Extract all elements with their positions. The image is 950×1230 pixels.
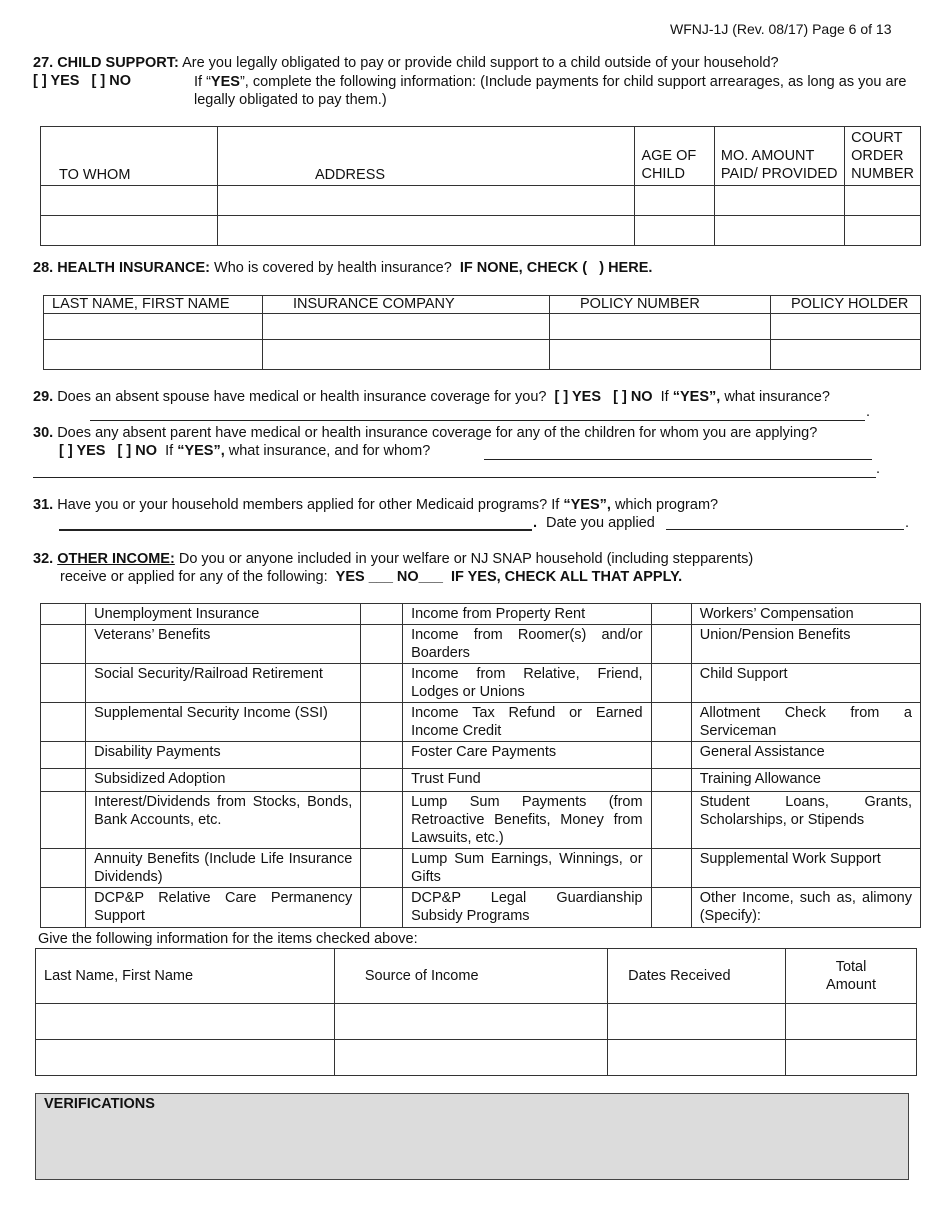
income-type-label: Trust Fund	[403, 769, 652, 792]
input-cell[interactable]	[217, 186, 635, 216]
q29-yes-no[interactable]: [ ] YES [ ] NO	[554, 389, 653, 405]
col-policy-holder: POLICY HOLDER	[771, 296, 921, 314]
income-checkbox[interactable]	[651, 604, 691, 625]
q27-text: Are you legally obligated to pay or provide child support to a child outside of your household?	[182, 55, 779, 71]
income-checkbox[interactable]	[651, 703, 691, 742]
income-type-label: Veterans’ Benefits	[86, 625, 361, 664]
other-income-table	[40, 603, 921, 928]
q32-line2: receive or applied for any of the following: YES ___ NO___ IF YES, CHECK ALL THAT APPLY.	[60, 569, 683, 585]
income-row	[41, 769, 921, 792]
input-cell[interactable]	[36, 1040, 335, 1076]
income-type-label: Allotment Check from a Serviceman	[691, 703, 920, 742]
income-type-label: Lump Sum Payments (from Retroactive Benefits, Money from Lawsuits, etc.)	[403, 792, 652, 849]
income-type-label: Income from Property Rent	[403, 604, 652, 625]
income-checkbox[interactable]	[361, 849, 403, 888]
income-row	[41, 792, 921, 849]
input-cell[interactable]	[608, 1040, 786, 1076]
input-cell[interactable]	[845, 216, 921, 246]
col-dates-received: Dates Received	[608, 949, 786, 1004]
income-type-label: Workers’ Compensation	[691, 604, 920, 625]
income-checkbox[interactable]	[41, 792, 86, 849]
income-row	[41, 664, 921, 703]
input-cell[interactable]	[44, 340, 263, 370]
col-address: ADDRESS	[217, 127, 635, 186]
q29-answer-line[interactable]	[90, 420, 865, 421]
q30-yes-no[interactable]: [ ] YES [ ] NO	[59, 443, 158, 459]
col-total-amount: Total Amount	[786, 949, 917, 1004]
income-checkbox[interactable]	[41, 604, 86, 625]
input-cell[interactable]	[786, 1004, 917, 1040]
input-cell[interactable]	[771, 340, 921, 370]
q32-question: 32. OTHER INCOME: Do you or anyone included in your welfare or NJ SNAP household (including stepparents)	[33, 551, 754, 567]
input-cell[interactable]	[217, 216, 635, 246]
income-checkbox[interactable]	[651, 742, 691, 769]
input-cell[interactable]	[334, 1004, 607, 1040]
income-checkbox[interactable]	[41, 849, 86, 888]
income-checkbox[interactable]	[361, 625, 403, 664]
col-last-first-name: Last Name, First Name	[36, 949, 335, 1004]
input-cell[interactable]	[550, 340, 771, 370]
income-checkbox[interactable]	[361, 888, 403, 928]
income-checkbox[interactable]	[41, 742, 86, 769]
income-type-label: Child Support	[691, 664, 920, 703]
col-last-first-name: LAST NAME, FIRST NAME	[44, 296, 263, 314]
col-court-order-number: COURT ORDER NUMBER	[845, 127, 921, 186]
health-insurance-table	[43, 295, 921, 370]
q29-question: 29. Does an absent spouse have medical or health insurance coverage for you? [ ] YES [ ] NO If “YES”, what insurance?	[33, 389, 830, 405]
input-cell[interactable]	[41, 186, 218, 216]
income-type-label: Income Tax Refund or Earned Income Credit	[403, 703, 652, 742]
q31-date-label: Date you applied	[546, 515, 655, 531]
q31-question: 31. Have you or your household members applied for other Medicaid programs? If “YES”, which program?	[33, 497, 719, 513]
table-row	[36, 1040, 917, 1076]
table-row	[44, 340, 921, 370]
input-cell[interactable]	[635, 216, 714, 246]
q32-yes-no[interactable]: YES ___ NO___	[335, 569, 443, 585]
income-type-label: Union/Pension Benefits	[691, 625, 920, 664]
table-row	[36, 1004, 917, 1040]
input-cell[interactable]	[608, 1004, 786, 1040]
income-type-label: DCP&P Relative Care Permanency Support	[86, 888, 361, 928]
q28-none-checkbox[interactable]: IF NONE, CHECK ( ) HERE.	[459, 260, 653, 276]
income-checkbox[interactable]	[361, 769, 403, 792]
income-type-label: Lump Sum Earnings, Winnings, or Gifts	[403, 849, 652, 888]
q30-answer-line-2[interactable]	[33, 477, 876, 478]
income-checkbox[interactable]	[651, 664, 691, 703]
input-cell[interactable]	[845, 186, 921, 216]
income-checkbox[interactable]	[651, 849, 691, 888]
input-cell[interactable]	[44, 314, 263, 340]
income-row	[41, 888, 921, 928]
income-row	[41, 625, 921, 664]
col-policy-number: POLICY NUMBER	[550, 296, 771, 314]
income-type-label: Annuity Benefits (Include Life Insurance Dividends)	[86, 849, 361, 888]
q31-program-line[interactable]	[59, 529, 532, 531]
input-cell[interactable]	[41, 216, 218, 246]
table-row	[41, 186, 921, 216]
income-type-label: Student Loans, Grants, Scholarships, or Stipends	[691, 792, 920, 849]
income-type-label: Income from Relative, Friend, Lodges or Unions	[403, 664, 652, 703]
table-row	[41, 216, 921, 246]
income-type-label: Subsidized Adoption	[86, 769, 361, 792]
col-to-whom: TO WHOM	[41, 127, 218, 186]
table-row	[44, 314, 921, 340]
income-checkbox[interactable]	[361, 792, 403, 849]
income-type-label: Foster Care Payments	[403, 742, 652, 769]
income-type-label: General Assistance	[691, 742, 920, 769]
income-type-label: Disability Payments	[86, 742, 361, 769]
income-type-label: Interest/Dividends from Stocks, Bonds, Bank Accounts, etc.	[86, 792, 361, 849]
income-checkbox[interactable]	[651, 625, 691, 664]
verifications-title: VERIFICATIONS	[44, 1096, 155, 1112]
input-cell[interactable]	[263, 314, 550, 340]
income-row	[41, 742, 921, 769]
income-checkbox[interactable]	[361, 604, 403, 625]
col-monthly-amount: MO. AMOUNT PAID/ PROVIDED	[714, 127, 844, 186]
income-details-table	[35, 948, 917, 1076]
input-cell[interactable]	[263, 340, 550, 370]
income-type-label: DCP&P Legal Guardianship Subsidy Programs	[403, 888, 652, 928]
income-checkbox[interactable]	[361, 664, 403, 703]
income-checkbox[interactable]	[651, 769, 691, 792]
income-row	[41, 849, 921, 888]
income-type-label: Training Allowance	[691, 769, 920, 792]
q30-question: 30. Does any absent parent have medical or health insurance coverage for any of the children for whom you are applying?	[33, 425, 818, 441]
income-checkbox[interactable]	[41, 625, 86, 664]
col-insurance-company: INSURANCE COMPANY	[263, 296, 550, 314]
income-checkbox[interactable]	[41, 664, 86, 703]
input-cell[interactable]	[714, 216, 844, 246]
input-cell[interactable]	[334, 1040, 607, 1076]
income-checkbox[interactable]	[651, 888, 691, 928]
income-type-label: Supplemental Work Support	[691, 849, 920, 888]
input-cell[interactable]	[786, 1040, 917, 1076]
col-source-of-income: Source of Income	[334, 949, 607, 1004]
income-checkbox[interactable]	[361, 703, 403, 742]
input-cell[interactable]	[714, 186, 844, 216]
q30-answer-line-1[interactable]	[484, 459, 872, 460]
q27-question	[33, 55, 923, 71]
income-type-label: Other Income, such as, alimony (Specify):	[691, 888, 920, 928]
input-cell[interactable]	[771, 314, 921, 340]
input-cell[interactable]	[635, 186, 714, 216]
income-type-label: Supplemental Security Income (SSI)	[86, 703, 361, 742]
input-cell[interactable]	[36, 1004, 335, 1040]
q27-instructions: If “YES”, complete the following information: (Include payments for child support arrearages, as long as you are legally obligated to pay them.)	[194, 74, 907, 108]
form-id: WFNJ-1J (Rev. 08/17) Page 6 of 13	[670, 21, 892, 37]
income-type-label: Income from Roomer(s) and/or Boarders	[403, 625, 652, 664]
verifications-box	[35, 1093, 909, 1180]
col-age-of-child: AGE OF CHILD	[635, 127, 714, 186]
income-checkbox[interactable]	[41, 703, 86, 742]
income-checkbox[interactable]	[41, 888, 86, 928]
income-type-label: Social Security/Railroad Retirement	[86, 664, 361, 703]
income-row	[41, 703, 921, 742]
q27-number: 27.	[33, 55, 54, 71]
income-row	[41, 604, 921, 625]
income-checkbox[interactable]	[361, 742, 403, 769]
q27-yes-no[interactable]: [ ] YES [ ] NO	[33, 73, 132, 89]
q31-date-line[interactable]	[666, 529, 904, 530]
income-type-label: Unemployment Insurance	[86, 604, 361, 625]
input-cell[interactable]	[550, 314, 771, 340]
income-checkbox[interactable]	[651, 792, 691, 849]
child-support-table	[40, 126, 921, 246]
q27-title: CHILD SUPPORT:	[57, 55, 179, 71]
followup-instructions: Give the following information for the items checked above:	[38, 931, 418, 947]
income-checkbox[interactable]	[41, 769, 86, 792]
q28-question: 28. HEALTH INSURANCE: Who is covered by health insurance? IF NONE, CHECK ( ) HERE.	[33, 260, 653, 276]
q30-line2: [ ] YES [ ] NO If “YES”, what insurance, and for whom?	[59, 443, 431, 459]
